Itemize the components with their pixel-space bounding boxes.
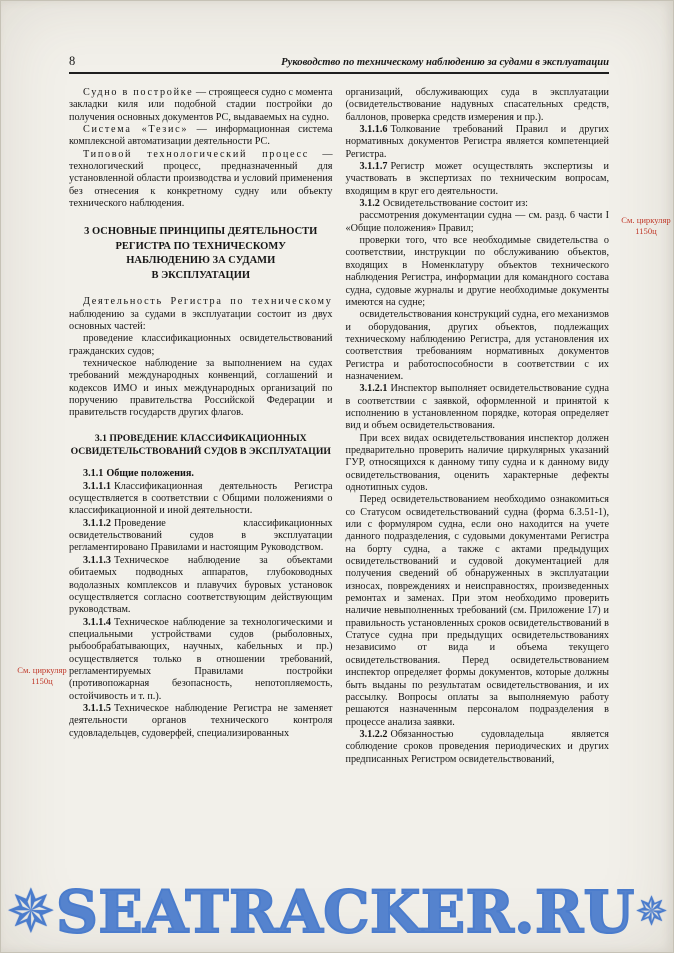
running-title: Руководство по техническому наблюдению за судами в эксплуатации	[281, 57, 609, 68]
paragraph-text: рассмотрения документации судна — см. разд. 6 части I «Общие положения» Правил;	[345, 210, 609, 234]
heading-line: НАБЛЮДЕНИЮ ЗА СУДАМИ	[126, 255, 276, 267]
section-number: 3.1.1.3	[83, 554, 112, 566]
paragraph-term-process	[69, 149, 333, 211]
term: Судно в постройке	[83, 87, 194, 98]
paragraph-text: Техническое наблюдение Регистра не заменяет деятельности органов технического контроля судовладельцев, судоверфей, специализированных	[69, 702, 333, 739]
paragraph-3-1-1-5	[69, 703, 333, 740]
section-number: 3.1.1.2	[83, 517, 112, 529]
margin-note-left: См. циркуляр 1150ц	[17, 665, 67, 687]
paragraph-3-1-2-2	[346, 729, 610, 766]
section-heading-3	[69, 225, 333, 283]
paragraph-3-1-1-7	[346, 161, 610, 198]
section-number: 3.1.1.6	[359, 124, 388, 136]
heading-line: РЕГИСТРА ПО ТЕХНИЧЕСКОМУ	[115, 240, 286, 252]
list-item	[346, 210, 610, 235]
paragraph-term-tezis	[69, 124, 333, 149]
heading-line: 3.1 ПРОВЕДЕНИЕ КЛАССИФИКАЦИОННЫХ	[94, 432, 307, 444]
paragraph-text: — технологический процесс, предназначенный для установленной области производства и условий применения без отнесения к конкретному судну или объекту технического наблюдения.	[69, 148, 333, 210]
list-item	[346, 309, 610, 383]
paragraph-activity	[69, 296, 333, 333]
paragraph	[346, 494, 610, 729]
snowflake-icon: ✵	[634, 889, 669, 934]
section-number: 3.1.1.5	[83, 702, 112, 714]
paragraph-text: Освидетельствование состоит из:	[382, 198, 528, 210]
term: Типовой технологический процесс	[83, 148, 309, 160]
section-number: 3.1.1.1	[83, 480, 112, 492]
paragraph-continuation	[346, 87, 610, 124]
section-number: 3.1.1.4	[83, 616, 112, 628]
paragraph-text: Техническое наблюдение за технологическими и специальными устройствами судов (рыболовных, рыбообрабатывающих, научных, кабельных и пр.) осуществляется только в отношении требований, регламентируемых Правилами постройки (противопожарная безопасность, непотопляемость, остойчивость и т. п.).	[69, 616, 333, 702]
lead-in: Деятельность Регистра по техническому	[83, 296, 333, 308]
site-watermark	[1, 878, 673, 946]
paragraph-text: Инспектор выполняет освидетельствование судна в соответствии с заявкой, оформленной и принятой к исполнению в установленном порядке, которая определяет вид и объем освидетельствования.	[345, 383, 609, 432]
paragraph-term-sudno	[69, 87, 333, 124]
paragraph-text: проверки того, что все необходимые свидетельства о соответствии, инструкции по обслуживанию объектов, входящих в Номенклатуру объектов технического наблюдения Регистра, информации для командного состава судна, судовые журналы и другие необходимые документы имеются на судне;	[345, 235, 609, 308]
paragraph	[346, 433, 610, 495]
text-columns	[69, 87, 609, 766]
header-rule	[69, 72, 609, 74]
paragraph-text: — информационная система комплексной автоматизации деятельности РС.	[69, 124, 333, 148]
paragraph-3-1-2-1	[346, 383, 610, 432]
paragraph-text: организаций, обслуживающих суда в эксплуатации (освидетельствование надувных спасательных средств, баллонов, проверка средств измерения и пр.).	[345, 87, 609, 123]
heading-line: ОСВИДЕТЕЛЬСТВОВАНИЙ СУДОВ В ЭКСПЛУАТАЦИИ	[70, 445, 331, 457]
paragraph-text: проведение классификационных освидетельствований гражданских судов;	[69, 333, 333, 357]
snowflake-icon: ✵	[5, 879, 56, 945]
list-item	[69, 358, 333, 420]
paragraph-3-1-1-6	[346, 124, 610, 161]
list-item	[69, 333, 333, 358]
left-column	[69, 87, 333, 766]
paragraph-3-1-2	[346, 198, 610, 210]
watermark-text: SEATRACKER.RU	[56, 878, 635, 946]
heading-line: 3 ОСНОВНЫЕ ПРИНЦИПЫ ДЕЯТЕЛЬНОСТИ	[84, 226, 318, 238]
paragraph-text: Регистр может осуществлять экспертизы и участвовать в экспертизах по техническим вопросам, входящим в круг его деятельности.	[345, 161, 609, 197]
paragraph-text: Проведение классификационных освидетельствований судов в эксплуатации регламентировано Правилами и настоящим Руководством.	[69, 517, 333, 554]
section-number: 3.1.2.2	[359, 728, 388, 740]
paragraph-text: наблюдению за судами в эксплуатации состоит из двух основных частей:	[69, 308, 333, 333]
section-number: 3.1.1	[83, 468, 104, 480]
paragraph-text: Общие положения.	[106, 468, 194, 480]
section-number: 3.1.1.7	[359, 161, 388, 173]
page-number: 8	[69, 54, 76, 68]
list-item	[346, 235, 610, 309]
section-number: 3.1.2.1	[359, 383, 388, 395]
term: Система «Тезис»	[83, 124, 189, 136]
paragraph-text: Толкование требований Правил и других нормативных документов Регистра является компетенцией Регистра.	[345, 124, 609, 160]
paragraph-3-1-1-4	[69, 617, 333, 703]
paragraph-text: Классификационная деятельность Регистра осуществляется в соответствии с Общими положениями о классификационной и иной деятельности.	[69, 480, 333, 517]
paragraph-text: освидетельствования конструкций судна, его механизмов и оборудования, других объектов, подлежащих техническому наблюдению Регистра, для установления их соответствия требованиям нормативных документов Регистра и работоспособности в соответствии с их назначением.	[345, 309, 609, 382]
paragraph-3-1-1-1	[69, 481, 333, 518]
page-header	[69, 54, 609, 69]
paragraph-3-1-1-2	[69, 518, 333, 555]
paragraph-3-1-1	[69, 468, 333, 480]
heading-line: В ЭКСПЛУАТАЦИИ	[151, 269, 251, 281]
paragraph-text: При всех видах освидетельствования инспектор должен предварительно проверить наличие циркулярных указаний ГУР, относящихся к данному типу судна и к данному виду освидетельствования, оценить характерные дефекты однотипных судов.	[345, 432, 609, 493]
paragraph-text: Техническое наблюдение за объектами обитаемых подводных аппаратов, глубоководных водолазных комплексов и плавучих буровых установок осуществляется согласно соответствующим действующим руководствам.	[69, 554, 333, 616]
right-column	[346, 87, 610, 766]
margin-note-right: См. циркуляр 1150ц	[621, 215, 671, 237]
paragraph-text: Перед освидетельствованием необходимо ознакомиться со Статусом освидетельствований судна (форма 6.3.51-1), или с формуляром судна, если оно находится на учете данного подразделения, с судовыми документами Регистра на борту судна, а также с актами предыдущих освидетельствований и судовой документацией для получения сведений об обнаруженных в эксплуатации износах, повреждениях и неисправностях, произведенных ремонтах и заменах. При этом необходимо проверить наличие невыполненных требований (см. Приложение 17) и правильность установленных сроков освидетельствований в Статусе судна при предыдущих освидетельствованиях независимо от вида и объема текущего освидетельствования. Перед освидетельствованием инспектор определяет формы документов, которые должны быть выданы по результатам освидетельствования, и их рассылку. Вопросы оплаты за выполняемую работу решаются назначенным персоналом подразделения в процессе анализа заявки.	[345, 494, 609, 728]
paragraph-text: Обязанностью судовладельца является соблюдение сроков проведения периодических и других предписанных Регистром освидетельствований,	[345, 728, 609, 765]
subsection-heading-3-1	[69, 433, 333, 459]
paragraph-text: — строящееся судно с момента закладки киля или подобной стадии постройки до получения основных документов РС, выдаваемых на судно.	[69, 87, 333, 123]
paragraph-3-1-1-3	[69, 555, 333, 617]
paragraph-text: техническое наблюдение за выполнением на судах требований международных конвенций, соглашений и кодексов ИМО и иных международных организаций по поручению правительства Российской Федерации и правительств государств других флагов.	[69, 358, 333, 419]
section-number: 3.1.2	[359, 198, 380, 210]
